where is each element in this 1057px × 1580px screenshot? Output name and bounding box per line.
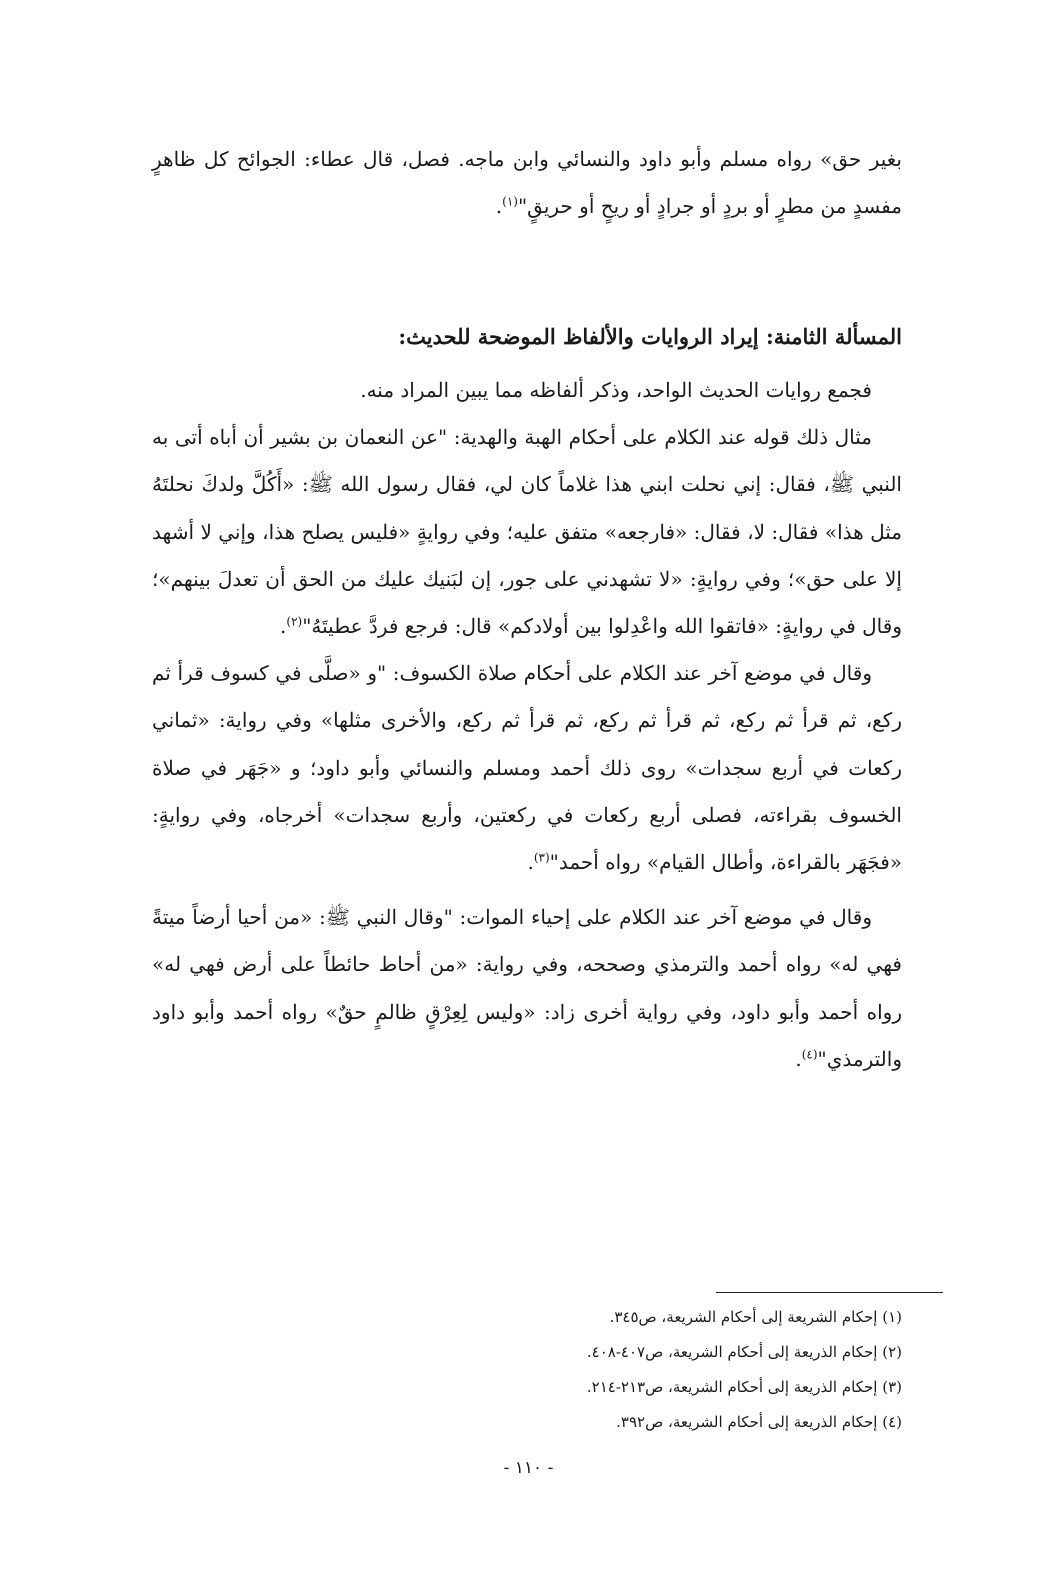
paragraph <box>152 367 902 414</box>
paragraph-text: وقال في موضع آخر عند الكلام على أحكام صلاة الكسوف: "و «صلَّى في كسوف قرأ ثم ركع، ثم قرأ ثم ركع، ثم قرأ ثم ركع، ثم قرأ ثم ركع، والأخرى مثلها» وفي رواية: «ثماني ركعات في أربع سجدات» روى ذلك أحمد ومسلم والنسائي وأبو داود؛ و «جَهَر في صلاة الخسوف بقراءته، فصلى أربع ركعات في ركعتين، وأربع سجدات» أخرجاه، وفي روايةٍ: «فجَهَر بالقراءة، وأطال القيام» رواه أحمد" <box>152 661 902 875</box>
intro-paragraph <box>152 136 902 230</box>
footnote-reference[interactable]: (٢) <box>286 614 303 629</box>
page-number: - ١١٠ - <box>503 1458 554 1478</box>
footnote-divider <box>716 1292 943 1293</box>
footnote: (٤) إحكام الذريعة إلى أحكام الشريعة، ص٣٩٢. <box>616 1413 902 1431</box>
paragraph-end: . <box>527 850 534 875</box>
paragraph-end: . <box>795 1046 802 1071</box>
footnote-reference[interactable]: (٤) <box>801 1047 818 1062</box>
footnotes-section <box>152 1300 902 1440</box>
paragraph-text: فجمع روايات الحديث الواحد، وذكر ألفاظه مما يبين المراد منه. <box>360 378 872 402</box>
paragraph-end: . <box>280 614 287 639</box>
paragraph <box>152 136 902 230</box>
footnote: (٣) إحكام الذريعة إلى أحكام الشريعة، ص٢١٣-٢١٤. <box>586 1378 902 1396</box>
main-text <box>152 367 902 1083</box>
paragraph-text: مثال ذلك قوله عند الكلام على أحكام الهبة والهدية: "عن النعمان بن بشير أن أباه أتى به النبي ﷺ، فقال: إني نحلت ابني هذا غلاماً كان لي، فقال رسول الله ﷺ: «أَكُلَّ ولدكَ نحلتَهُ مثل هذا» فقال: لا، فقال: «فارجعه» متفق عليه؛ وفي روايةٍ «فليس يصلح هذا، وإني لا أشهد إلا على حق»؛ وفي روايةٍ: «لا تشهدني على جور، إن لبَنيك عليك من الحق أن تعدلَ بينهم»؛ وقال في روايةٍ: «فاتقوا الله واعْدِلوا بين أولادكم» قال: فرجع فردَّ عطيتَهُ" <box>152 425 902 639</box>
footnote-reference[interactable]: (٣) <box>533 850 550 865</box>
footnote-reference[interactable]: (١) <box>502 194 518 209</box>
section-heading: المسألة الثامنة: إيراد الروايات والألفاظ الموضحة للحديث: <box>398 324 902 349</box>
footnote: (١) إحكام الشريعة إلى أحكام الشريعة، ص٣٤٥. <box>609 1308 902 1326</box>
paragraph-text: وقال في موضع آخر عند الكلام على إحياء الموات: "وقال النبي ﷺ: «من أحيا أرضاً ميتةً فهي له» رواه أحمد والترمذي وصححه، وفي رواية: «من أحاط حائطاً على أرض فهي له» رواه أحمد وأبو داود، وفي رواية أخرى زاد: «وليس لِعِرْقٍ ظالمٍ حقٌ» رواه أحمد وأبو داود والترمذي" <box>152 905 902 1071</box>
paragraph-text: بغير حق» رواه مسلم وأبو داود والنسائي وابن ماجه. فصل، قال عطاء: الجوائح كل ظاهرٍ مفسدٍ من مطرٍ أو بردٍ أو جرادٍ أو ريحٍ أو حريقٍ" <box>152 147 902 219</box>
paragraph <box>152 414 902 650</box>
paragraph-end: . <box>495 194 503 219</box>
paragraph <box>152 894 902 1083</box>
footnote: (٢) إحكام الذريعة إلى أحكام الشريعة، ص٤٠٧-٤٠٨. <box>586 1343 902 1361</box>
paragraph <box>152 650 902 886</box>
